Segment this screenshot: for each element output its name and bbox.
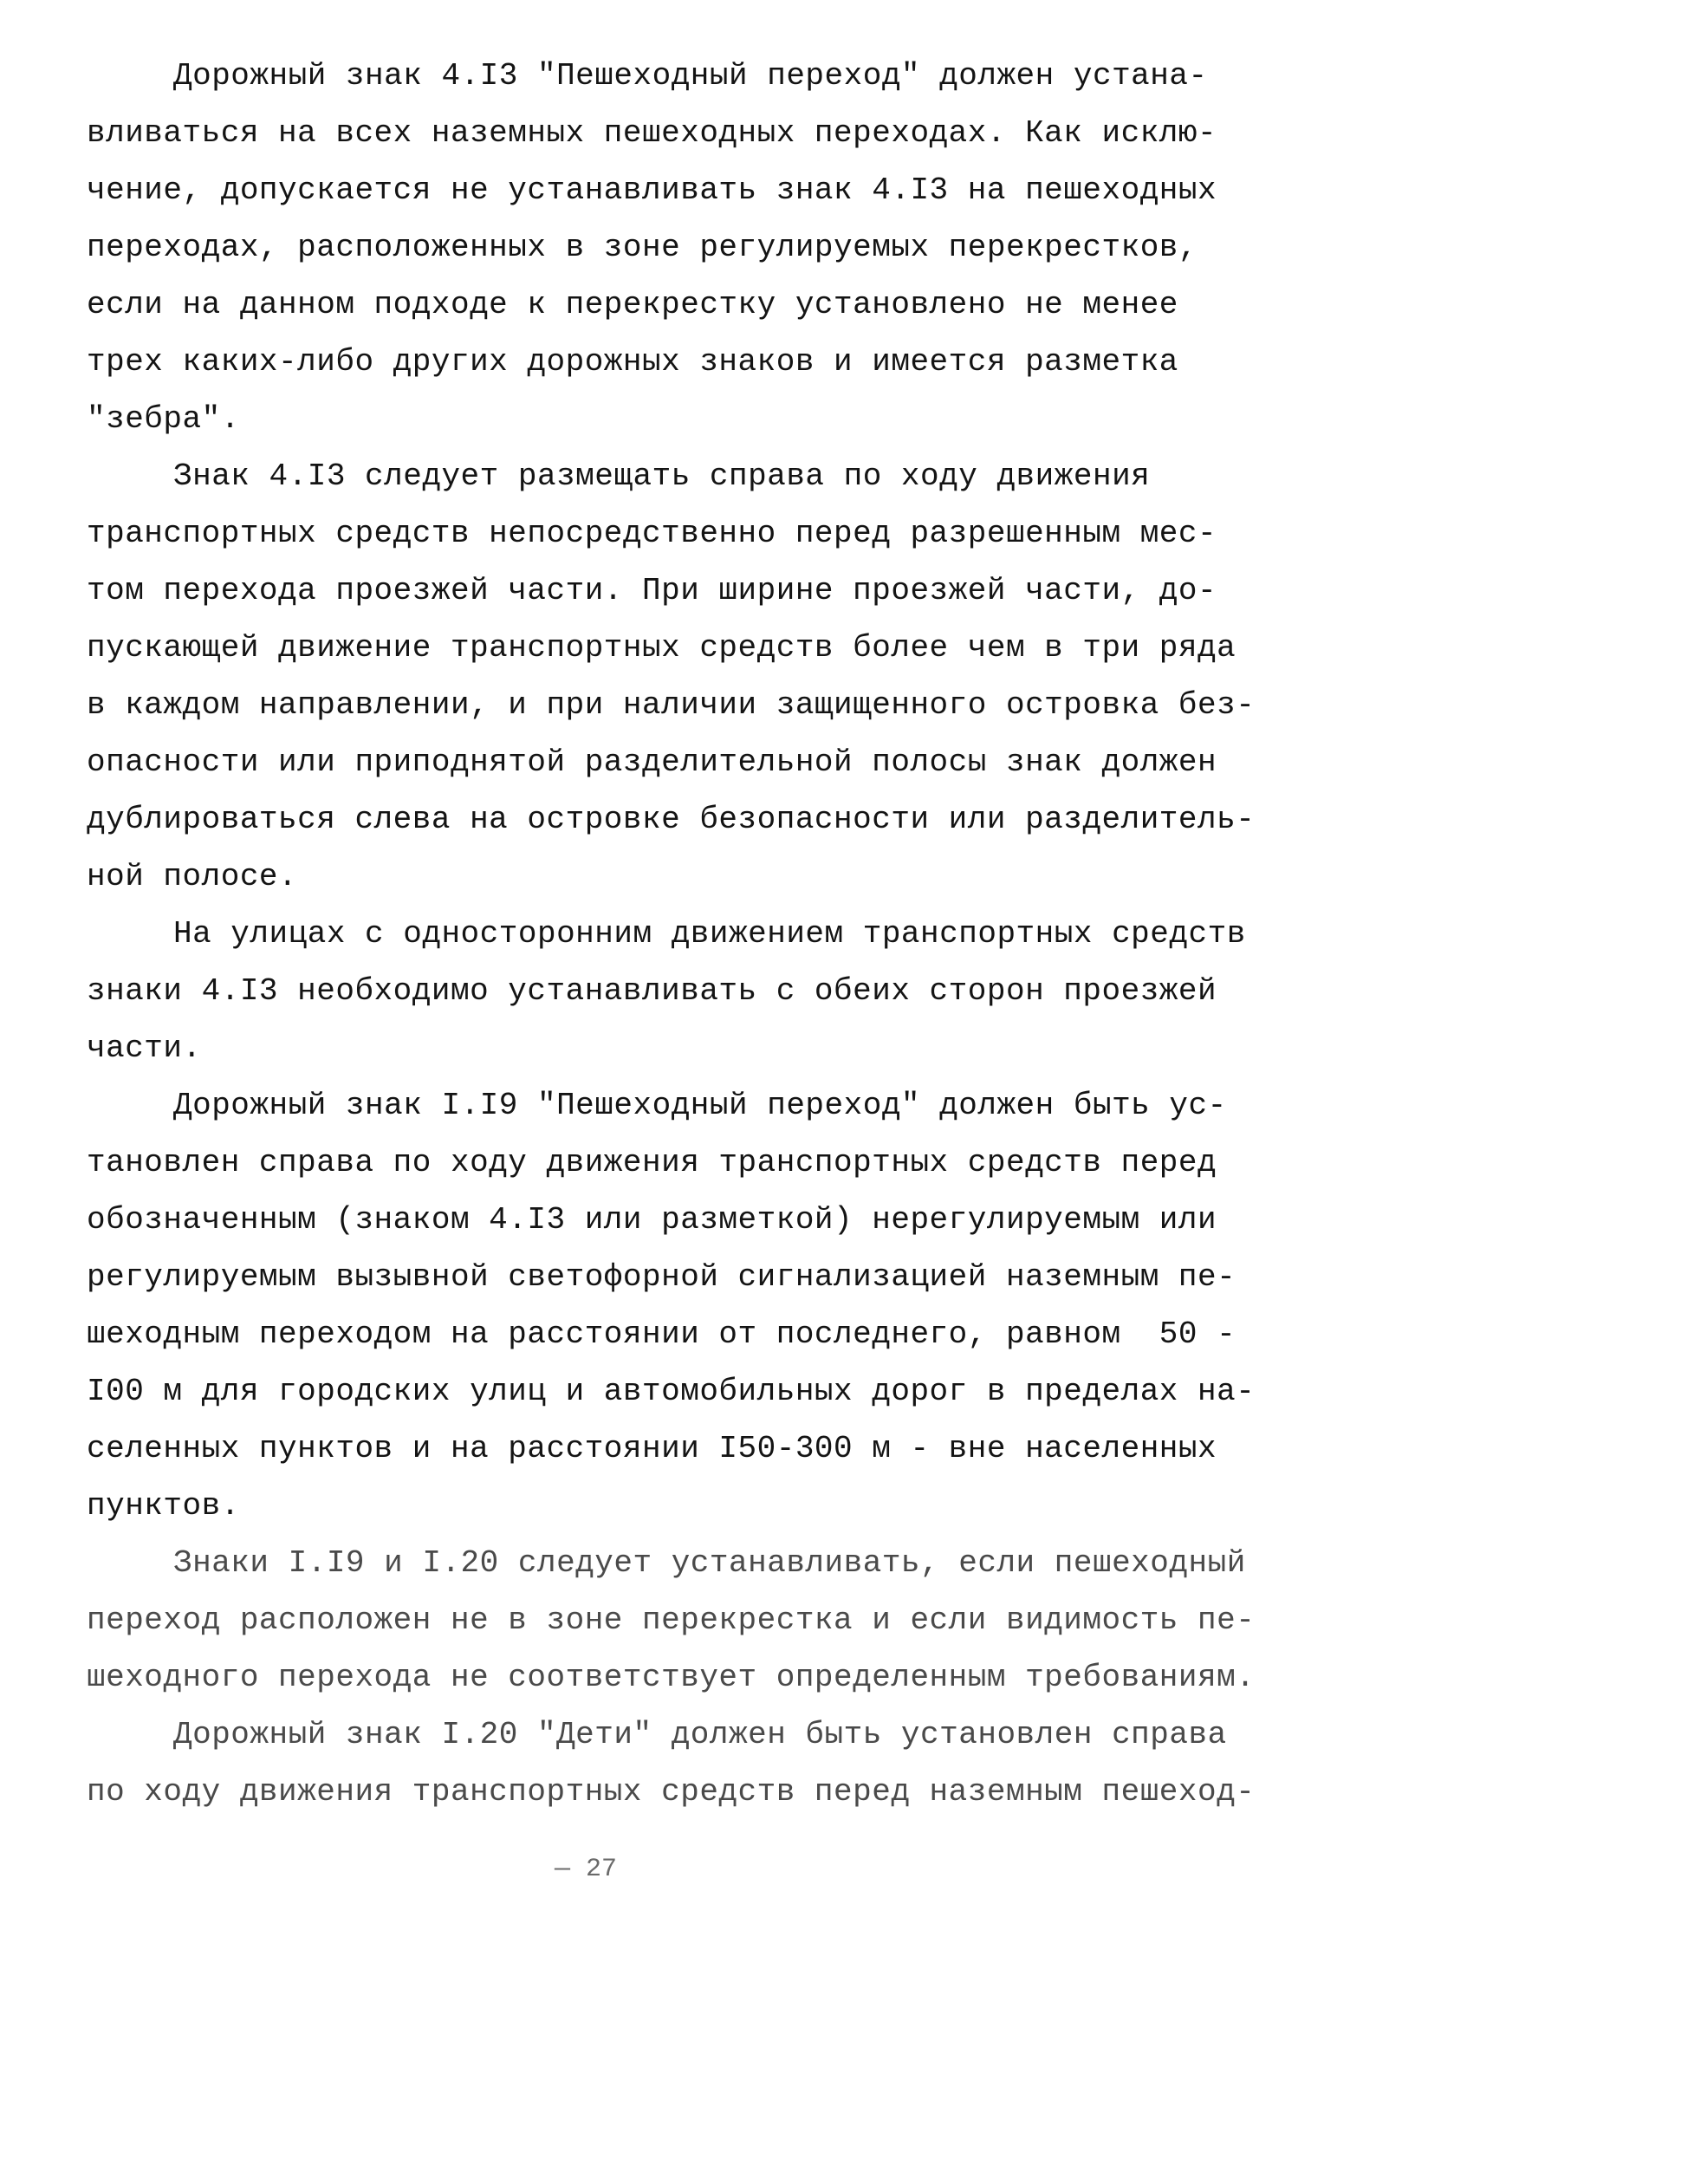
- text-line: шеходным переходом на расстоянии от последнего, равном 50 -: [87, 1316, 1236, 1352]
- text-line: дублироваться слева на островке безопасности или разделитель-: [87, 802, 1256, 837]
- text-line: том перехода проезжей части. При ширине проезжей части, до-: [87, 573, 1217, 608]
- text-line: вливаться на всех наземных пешеходных переходах. Как исклю-: [87, 115, 1217, 151]
- text-line: переходах, расположенных в зоне регулируемых перекрестков,: [87, 230, 1198, 265]
- document-body: [87, 48, 1256, 1821]
- text-line: если на данном подходе к перекрестку установлено не менее: [87, 287, 1178, 322]
- text-line: На улицах с односторонним движением транспортных средств: [173, 916, 1246, 952]
- text-line: обозначенным (знаком 4.I3 или разметкой) нерегулируемым или: [87, 1202, 1217, 1238]
- text-line: по ходу движения транспортных средств перед наземным пешеход-: [87, 1774, 1256, 1810]
- text-line: Дорожный знак I.20 "Дети" должен быть установлен справа: [173, 1717, 1227, 1752]
- page-number: — 27: [555, 1855, 618, 1884]
- text-line: в каждом направлении, и при наличии защищенного островка без-: [87, 687, 1256, 723]
- text-line: регулируемым вызывной светофорной сигнализацией наземным пе-: [87, 1259, 1236, 1295]
- text-line: опасности или приподнятой разделительной полосы знак должен: [87, 744, 1217, 780]
- text-line: селенных пунктов и на расстоянии I50-300 м - вне населенных: [87, 1431, 1217, 1466]
- text-line: знаки 4.I3 необходимо устанавливать с обеих сторон проезжей: [87, 973, 1217, 1009]
- text-line: транспортных средств непосредственно перед разрешенным мес-: [87, 516, 1217, 551]
- text-line: пунктов.: [87, 1488, 240, 1524]
- text-line: шеходного перехода не соответствует определенным требованиям.: [87, 1660, 1256, 1695]
- text-line: переход расположен не в зоне перекрестка и если видимость пе-: [87, 1602, 1256, 1638]
- text-line: I00 м для городских улиц и автомобильных дорог в пределах на-: [87, 1374, 1256, 1409]
- text-line: части.: [87, 1030, 202, 1066]
- text-line: "зебра".: [87, 401, 240, 437]
- text-line: тановлен справа по ходу движения транспортных средств перед: [87, 1145, 1217, 1180]
- text-line: пускающей движение транспортных средств более чем в три ряда: [87, 630, 1236, 666]
- text-line: ной полосе.: [87, 859, 298, 894]
- text-line: Знак 4.I3 следует размещать справа по ходу движения: [173, 458, 1151, 494]
- text-line: трех каких-либо других дорожных знаков и имеется разметка: [87, 344, 1178, 380]
- text-line: Знаки I.I9 и I.20 следует устанавливать, если пешеходный: [173, 1545, 1246, 1581]
- text-line: Дорожный знак 4.I3 "Пешеходный переход" должен устана-: [173, 58, 1208, 94]
- text-line: чение, допускается не устанавливать знак 4.I3 на пешеходных: [87, 172, 1217, 208]
- text-line: Дорожный знак I.I9 "Пешеходный переход" должен быть ус-: [173, 1088, 1227, 1123]
